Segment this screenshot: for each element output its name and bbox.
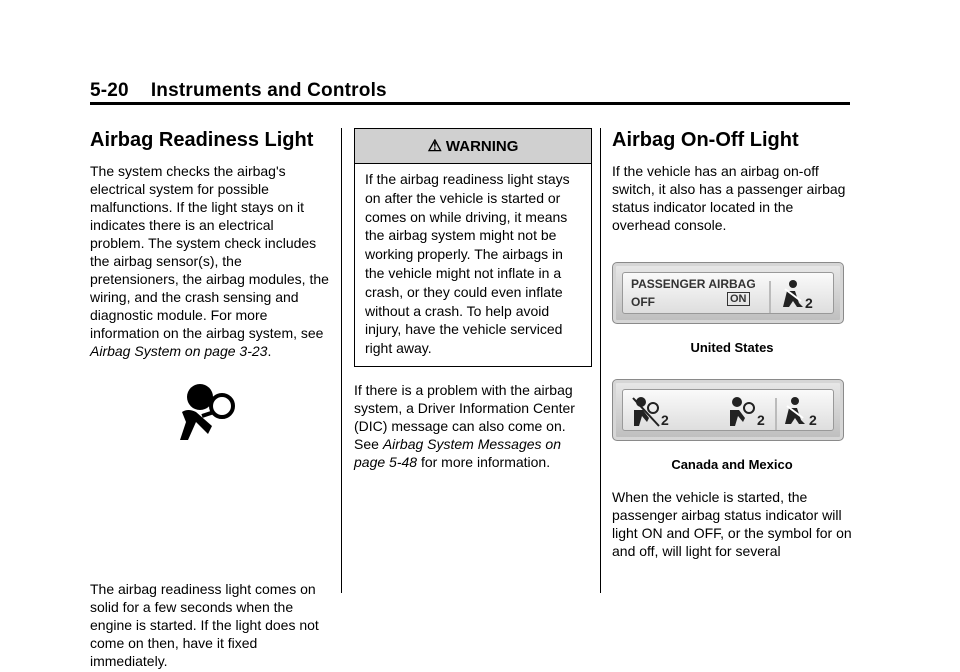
warning-header: [355, 129, 591, 164]
passenger-seatbelt-icon: [781, 279, 805, 309]
on-off-paragraph-2: When the vehicle is started, the passenger airbag status indicator will light ON and OFF, or the symbol for on and off, will light for several: [612, 489, 852, 559]
canada-mexico-indicator-panel: [612, 379, 844, 441]
airbag-readiness-heading: Airbag Readiness Light: [90, 129, 314, 151]
column-left: [90, 128, 330, 670]
header-rule: [90, 102, 850, 105]
us-caption: United States: [690, 340, 774, 355]
panel-label-passenger-airbag: PASSENGER AIRBAG: [631, 277, 756, 291]
warning-icon: ⚠: [427, 138, 442, 155]
airbag-off-icon: [631, 396, 661, 428]
column-right: [612, 128, 852, 560]
seat-number: 2: [805, 295, 813, 311]
canada-mexico-caption: Canada and Mexico: [671, 457, 793, 472]
airbag-on-off-heading: Airbag On-Off Light: [612, 129, 799, 151]
panel-label-on: ON: [727, 292, 750, 306]
panel-number-3: 2: [809, 412, 817, 428]
panel-label-off: OFF: [631, 295, 655, 309]
warning-title: WARNING: [445, 137, 519, 155]
warning-body: If the airbag readiness light stays on after the vehicle is started or comes on while driving, it means the airbag system might not be working properly. The airbags in the vehicle might not inflate in a crash, or they could even inflate without a crash. To help avoid injury, have the vehicle serviced right away.: [365, 171, 570, 357]
passenger-seatbelt-icon-2: [783, 396, 807, 426]
column-middle: [354, 128, 592, 471]
readiness-icon-area: [90, 360, 330, 580]
page-number: 5-20: [90, 80, 129, 101]
section-title: Instruments and Controls: [150, 80, 387, 101]
readiness-paragraph-1: The system checks the airbag's electrical system for possible malfunctions. If the light stays on it indicates there is an electrical problem. The system check includes the airbag sensor(s), the pretensioners, the airbag modules, the wiring, and the crash sensing and diagnostic module. For more information on the airbag system, see Airbag System on page 3-23.: [90, 163, 329, 359]
airbag-system-link[interactable]: Airbag System on page 3-23: [90, 343, 268, 359]
column-divider-1: [341, 128, 342, 593]
on-off-paragraph-1: If the vehicle has an airbag on-off switch, it also has a passenger airbag status indicator located in the overhead console.: [612, 163, 846, 233]
page-header: [90, 80, 387, 102]
airbag-messages-link[interactable]: Airbag System Messages on page 5-48: [354, 435, 562, 470]
us-indicator-panel: [612, 262, 844, 324]
warning-box: [354, 128, 592, 367]
column-divider-2: [600, 128, 601, 593]
dic-paragraph: If there is a problem with the airbag system, a Driver Information Center (DIC) message can also come on. See Airbag System Messages on page 5-48 for more information.: [354, 381, 575, 470]
panel-number-2: 2: [757, 412, 765, 428]
airbag-on-icon: [727, 396, 757, 428]
airbag-readiness-icon: [174, 382, 244, 444]
readiness-paragraph-2: The airbag readiness light comes on solid for a few seconds when the engine is started. If the light does not come on then, have it fixed immediately.: [90, 581, 319, 669]
panel-number-1: 2: [661, 412, 669, 428]
